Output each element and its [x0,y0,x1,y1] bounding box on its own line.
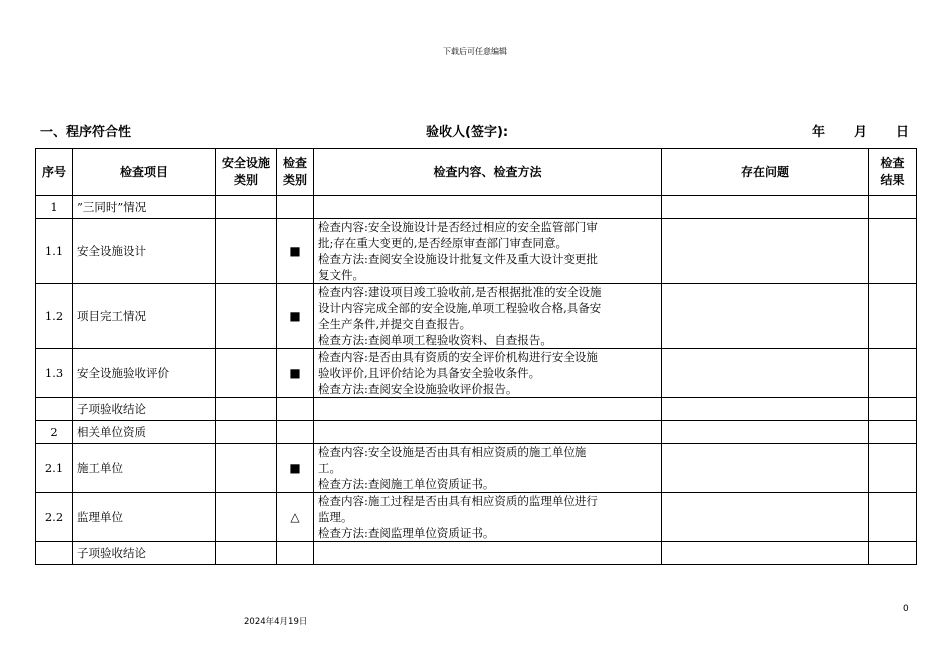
inspection-table [35,148,917,565]
col-result: 检查 结果 [869,149,917,196]
col-item: 检查项目 [73,149,216,196]
row-result [869,542,917,565]
row-seq: 2.2 [36,493,73,542]
row-seq [36,398,73,421]
row-content [314,196,662,219]
col-content: 检查内容、检查方法 [314,149,662,196]
content-line: 批;存在重大变更的,是否经原审查部门审查同意。 [318,236,568,250]
row-check-type: ■ [277,349,314,398]
row-item: 安全设施设计 [73,219,216,284]
content-line: 检查方法:查阅监理单位资质证书。 [318,526,495,540]
row-seq: 1.2 [36,284,73,349]
row-facility-type [216,421,277,444]
row-facility-type [216,542,277,565]
content-line: 全生产条件,并提交自查报告。 [318,317,472,331]
row-problem [662,284,869,349]
content-line: 验收评价,且评价结论为具备安全验收条件。 [318,366,541,380]
col-check-type: 检查 类别 [277,149,314,196]
row-facility-type [216,284,277,349]
row-check-type [277,398,314,421]
row-problem [662,493,869,542]
row-seq: 2.1 [36,444,73,493]
row-check-type: ■ [277,219,314,284]
row-item: 相关单位资质 [73,421,216,444]
row-seq: 2 [36,421,73,444]
content-line: 检查内容:建设项目竣工验收前,是否根据批准的安全设施 [318,285,602,299]
row-item: ”三同时”情况 [73,196,216,219]
content-line: 设计内容完成全部的安全设施,单项工程验收合格,具备安 [318,301,602,315]
row-problem [662,398,869,421]
row-seq: 1.1 [36,219,73,284]
row-facility-type [216,196,277,219]
month-label: 月 [854,125,868,140]
row-problem [662,349,869,398]
row-facility-type [216,219,277,284]
table-header-row [36,149,917,196]
row-content [314,284,662,349]
row-seq: 1 [36,196,73,219]
row-problem [662,219,869,284]
row-problem [662,421,869,444]
section-title: 一、程序符合性 [40,125,132,140]
content-line: 检查方法:查阅安全设施验收评价报告。 [318,382,518,396]
page-number: 0 [903,604,909,614]
footer-date: 2024年4月19日 [244,617,308,627]
day-label: 日 [896,125,910,140]
table-row [36,284,917,349]
header-note: 下载后可任意编辑 [443,47,507,56]
content-line: 复文件。 [318,268,364,282]
content-line: 检查内容:施工过程是否由具有相应资质的监理单位进行 [318,494,598,508]
year-label: 年 [812,125,826,140]
row-facility-type [216,398,277,421]
row-check-type [277,421,314,444]
table-row [36,219,917,284]
row-content [314,493,662,542]
row-content [314,542,662,565]
row-result [869,219,917,284]
row-check-type: △ [277,493,314,542]
table-row [36,196,917,219]
col-facility-type: 安全设施 类别 [216,149,277,196]
row-result [869,284,917,349]
row-seq: 1.3 [36,349,73,398]
row-content [314,398,662,421]
table-row [36,349,917,398]
row-facility-type [216,493,277,542]
row-problem [662,196,869,219]
content-line: 检查内容:是否由具有资质的安全评价机构进行安全设施 [318,350,598,364]
table-body [36,196,917,565]
content-line: 检查内容:安全设施是否由具有相应资质的施工单位施 [318,445,587,459]
content-line: 检查内容:安全设施设计是否经过相应的安全监管部门审 [318,220,598,234]
row-content [314,219,662,284]
col-seq: 序号 [36,149,73,196]
row-seq [36,542,73,565]
content-line: 检查方法:查阅安全设施设计批复文件及重大设计变更批 [318,252,598,266]
row-check-type [277,542,314,565]
row-check-type [277,196,314,219]
row-problem [662,542,869,565]
row-result [869,349,917,398]
row-content [314,444,662,493]
table-row [36,398,917,421]
row-result [869,421,917,444]
table-row [36,493,917,542]
table-row [36,542,917,565]
row-item: 子项验收结论 [73,398,216,421]
row-result [869,444,917,493]
row-result [869,398,917,421]
row-content [314,349,662,398]
row-check-type: ■ [277,284,314,349]
row-item: 子项验收结论 [73,542,216,565]
row-facility-type [216,349,277,398]
row-item: 项目完工情况 [73,284,216,349]
row-facility-type [216,444,277,493]
content-line: 工。 [318,461,341,475]
row-result [869,196,917,219]
table-row [36,444,917,493]
row-item: 安全设施验收评价 [73,349,216,398]
row-problem [662,444,869,493]
row-item: 施工单位 [73,444,216,493]
content-line: 检查方法:查阅施工单位资质证书。 [318,477,495,491]
content-line: 监理。 [318,510,353,524]
row-result [869,493,917,542]
row-check-type: ■ [277,444,314,493]
row-content [314,421,662,444]
inspector-signature-label: 验收人(签字): [426,125,509,140]
col-problem: 存在问题 [662,149,869,196]
row-item: 监理单位 [73,493,216,542]
content-line: 检查方法:查阅单项工程验收资料、自查报告。 [318,333,552,347]
table-row [36,421,917,444]
title-row [40,121,912,139]
